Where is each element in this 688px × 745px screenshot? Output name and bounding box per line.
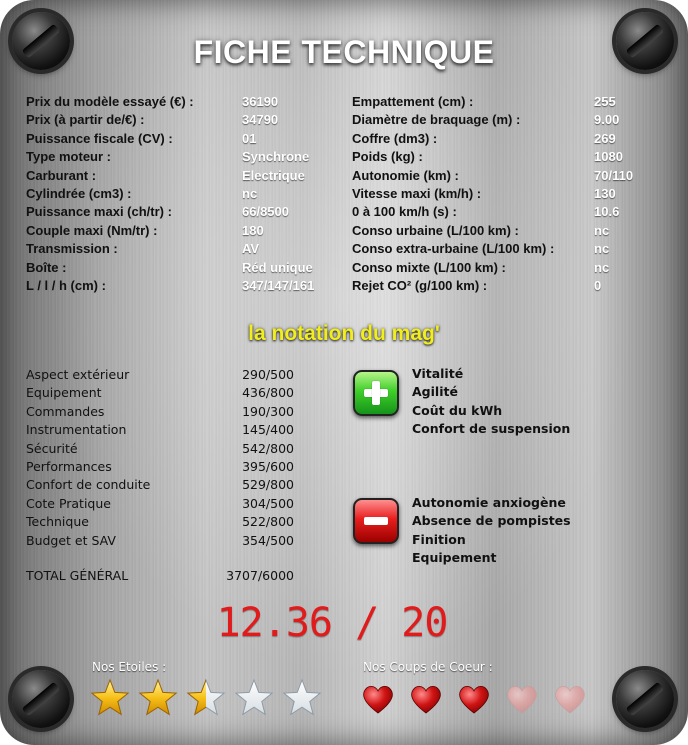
row-label: Performances <box>26 458 112 474</box>
con-item: Absence de pompistes <box>412 513 571 529</box>
row-label: L / l / h (cm) : <box>26 277 106 293</box>
row-value: 130 <box>594 185 616 201</box>
spec-row <box>26 458 306 476</box>
row-value: 145/400 <box>242 422 294 438</box>
row-label: Prix (à partir de/€) : <box>26 112 145 128</box>
row-label: Coffre (dm3) : <box>352 130 438 146</box>
overall-score: 12.36 / 20 <box>216 600 448 646</box>
screw-icon <box>616 670 674 728</box>
spec-row <box>352 148 652 166</box>
spec-row <box>26 111 336 129</box>
row-label: Technique <box>26 514 89 530</box>
row-value: 70/110 <box>594 167 634 183</box>
page-title: FICHE TECHNIQUE <box>193 34 495 70</box>
hearts-label: Nos Coups de Coeur : <box>363 660 493 674</box>
row-value: 304/500 <box>242 495 294 511</box>
row-label: Poids (kg) : <box>352 149 423 165</box>
row-label: 0 à 100 km/h (s) : <box>352 204 457 220</box>
row-value: 9.00 <box>594 112 620 128</box>
row-label: Aspect extérieur <box>26 367 130 382</box>
row-value: nc <box>594 222 610 238</box>
screw-icon <box>12 670 70 728</box>
heart-icon <box>456 681 492 717</box>
star-icon <box>282 678 322 718</box>
spec-row <box>26 130 336 148</box>
row-value: AV <box>242 241 260 257</box>
specs-left-column <box>26 93 336 295</box>
row-label: Confort de conduite <box>26 477 151 493</box>
spec-row <box>26 167 336 185</box>
heart-icon <box>360 681 396 717</box>
minus-icon <box>353 498 399 544</box>
row-label: Cote Pratique <box>26 495 111 511</box>
row-label: Diamètre de braquage (m) : <box>352 112 521 128</box>
spec-row <box>352 203 652 221</box>
row-label: Puissance fiscale (CV) : <box>26 130 173 146</box>
spec-row <box>352 111 652 129</box>
spec-row <box>26 440 306 458</box>
star-icon <box>234 678 274 718</box>
row-value: 542/800 <box>242 440 294 456</box>
row-value: 34790 <box>242 112 279 128</box>
spec-row <box>26 203 336 221</box>
spec-row <box>352 240 652 258</box>
row-value: Synchrone <box>242 149 310 165</box>
spec-row <box>352 167 652 185</box>
heart-icon <box>552 681 588 717</box>
row-value: 66/8500 <box>242 204 289 220</box>
spec-row <box>26 185 336 203</box>
row-label: Commandes <box>26 403 105 419</box>
row-value: 290/500 <box>242 367 294 382</box>
row-label: Prix du modèle essayé (€) : <box>26 94 194 109</box>
spec-row <box>352 259 652 277</box>
row-label: Instrumentation <box>26 422 127 438</box>
stars-label: Nos Etoiles : <box>92 660 167 674</box>
row-label: Vitesse maxi (km/h) : <box>352 185 482 201</box>
spec-row <box>26 93 336 111</box>
spec-row <box>26 148 336 166</box>
row-value: 0 <box>594 277 602 293</box>
spec-row <box>26 384 306 402</box>
con-item: Finition <box>412 531 466 547</box>
row-label: Conso mixte (L/100 km) : <box>352 259 506 275</box>
spec-row <box>352 93 652 111</box>
row-label: Type moteur : <box>26 149 111 165</box>
notation-title: la notation du mag' <box>248 322 440 345</box>
spec-row <box>26 495 306 513</box>
spec-row <box>352 277 652 295</box>
spec-row <box>26 222 336 240</box>
spec-row <box>26 532 306 550</box>
row-label: Couple maxi (Nm/tr) : <box>26 222 158 238</box>
pro-item: Confort de suspension <box>412 421 571 437</box>
row-label: Cylindrée (cm3) : <box>26 185 132 201</box>
row-label: Empattement (cm) : <box>352 94 474 109</box>
spec-row <box>26 240 336 258</box>
row-value: 395/600 <box>242 458 294 474</box>
row-value: 1080 <box>594 149 623 165</box>
row-value: 522/800 <box>242 514 294 530</box>
heart-icon <box>504 681 540 717</box>
row-value: 10.6 <box>594 204 620 220</box>
pro-item: Coût du kWh <box>412 402 503 418</box>
spec-row <box>26 366 306 384</box>
row-label: Conso urbaine (L/100 km) : <box>352 222 519 238</box>
row-label: Carburant : <box>26 167 97 183</box>
row-value: Réd unique <box>242 259 313 275</box>
heart-icon <box>408 681 444 717</box>
row-value: 347/147/161 <box>242 277 315 293</box>
total-row <box>26 568 294 583</box>
spec-row <box>26 513 306 531</box>
pros-list <box>412 365 570 439</box>
row-label: Rejet CO² (g/100 km) : <box>352 277 488 293</box>
spec-row <box>26 403 306 421</box>
row-value: 36190 <box>242 94 279 109</box>
total-label: TOTAL GÉNÉRAL <box>26 568 129 583</box>
star-icon <box>138 678 178 718</box>
spec-row <box>352 185 652 203</box>
cons-list <box>412 494 571 568</box>
row-value: 354/500 <box>242 532 294 548</box>
total-value: 3707/6000 <box>226 568 294 583</box>
spec-row <box>26 476 306 494</box>
row-label: Equipement <box>26 385 102 401</box>
row-value: 190/300 <box>242 403 294 419</box>
pro-item: Vitalité <box>412 366 464 381</box>
row-value: 255 <box>594 94 616 109</box>
row-label: Sécurité <box>26 440 78 456</box>
con-item: Equipement <box>412 550 497 566</box>
spec-row <box>26 259 336 277</box>
row-value: 01 <box>242 130 257 146</box>
ratings-list <box>26 366 306 550</box>
row-label: Puissance maxi (ch/tr) : <box>26 204 172 220</box>
row-value: 529/800 <box>242 477 294 493</box>
row-value: 436/800 <box>242 385 294 401</box>
spec-row <box>352 130 652 148</box>
row-label: Transmission : <box>26 241 118 257</box>
row-label: Autonomie (km) : <box>352 167 459 183</box>
star-icon <box>186 678 226 718</box>
row-value: nc <box>242 185 258 201</box>
row-label: Boîte : <box>26 259 67 275</box>
spec-row <box>26 421 306 439</box>
star-icon <box>90 678 130 718</box>
row-value: nc <box>594 259 610 275</box>
row-label: Budget et SAV <box>26 532 116 548</box>
row-label: Conso extra-urbaine (L/100 km) : <box>352 241 555 257</box>
plus-icon <box>353 370 399 416</box>
pro-item: Agilité <box>412 384 458 400</box>
row-value: 269 <box>594 130 616 146</box>
spec-row <box>26 277 336 295</box>
specs-right-column <box>352 93 652 295</box>
con-item: Autonomie anxiogène <box>412 495 566 510</box>
row-value: Electrique <box>242 167 305 183</box>
row-value: 180 <box>242 222 264 238</box>
row-value: nc <box>594 241 610 257</box>
spec-row <box>352 222 652 240</box>
